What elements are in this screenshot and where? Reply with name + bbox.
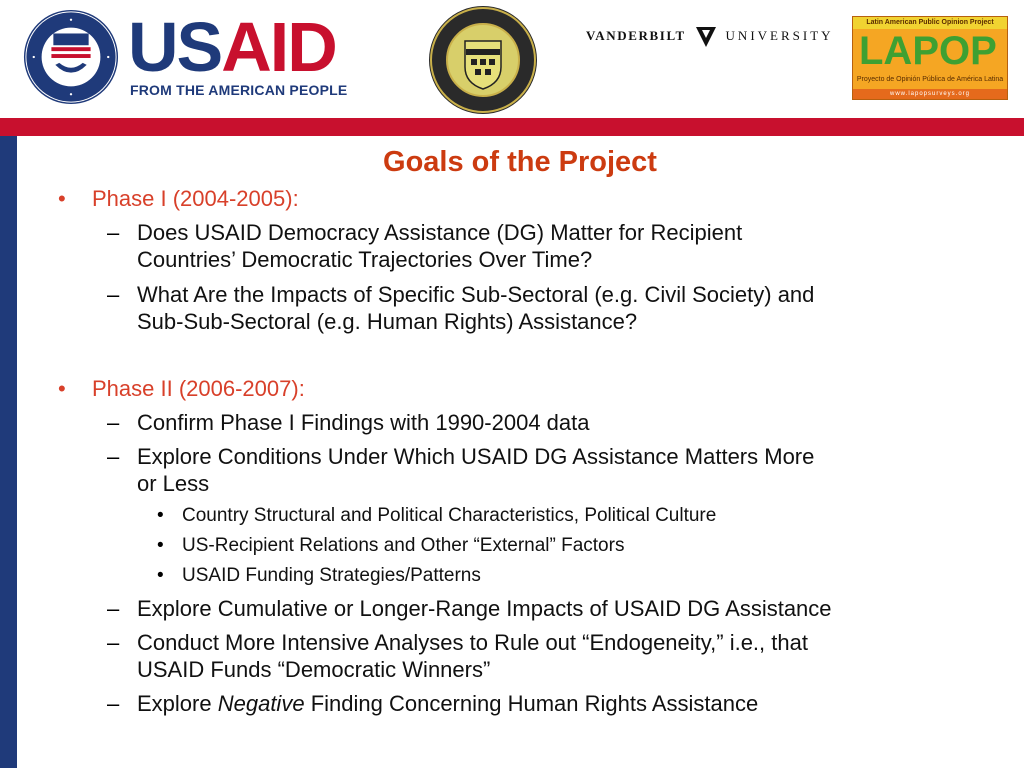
vanderbilt-name: VANDERBILT [586, 27, 686, 43]
usaid-wordmark-us: US [128, 8, 222, 86]
bullet-marker: • [58, 186, 66, 211]
dash-marker: – [107, 410, 120, 435]
dash-marker: – [107, 630, 120, 655]
phase1-question-2-line2: Sub-Sub-Sectoral (e.g. Human Rights) Assistance? [137, 309, 638, 334]
lapop-wordmark: LAPOP [859, 29, 997, 73]
phase1-heading: Phase I (2004-2005): [92, 186, 299, 211]
phase2-subitem-1: Country Structural and Political Characteristics, Political Culture [182, 505, 717, 526]
dash-marker: – [107, 220, 120, 245]
phase2-subitem-2: US-Recipient Relations and Other “External” Factors [182, 535, 625, 556]
phase2-item-5-post: Finding Concerning Human Rights Assistance [310, 691, 759, 716]
phase1-question-2-line1: What Are the Impacts of Specific Sub-Sectoral (e.g. Civil Society) and [137, 282, 815, 307]
phase2-item-1: Confirm Phase I Findings with 1990-2004 data [137, 410, 590, 435]
phase2-item-5-pre: Explore [137, 691, 212, 716]
sub-bullet-marker: • [157, 565, 164, 586]
phase2-item-4-line1: Conduct More Intensive Analyses to Rule out “Endogeneity,” i.e., that [137, 630, 808, 655]
phase1-question-1-line2: Countries’ Democratic Trajectories Over Time? [137, 247, 593, 272]
lapop-subtitle: Proyecto de Opinión Pública de América Latina [856, 76, 1004, 83]
phase2-item-4-line2: USAID Funds “Democratic Winners” [137, 657, 491, 682]
phase2-item-5-emphasis: Negative [217, 691, 305, 716]
usaid-tagline: FROM THE AMERICAN PEOPLE [130, 82, 348, 98]
lapop-top-text: Latin American Public Opinion Project [853, 17, 1007, 29]
dash-marker: – [107, 596, 120, 621]
slide-title: Goals of the Project [383, 146, 657, 178]
dash-marker: – [107, 691, 120, 716]
phase2-item-3: Explore Cumulative or Longer-Range Impacts of USAID DG Assistance [137, 596, 832, 621]
phase2-subitem-3: USAID Funding Strategies/Patterns [182, 565, 481, 586]
phase2-item-2-line2: or Less [137, 471, 210, 496]
phase2-item-5 [137, 691, 758, 717]
vanderbilt-university: UNIVERSITY [725, 27, 834, 43]
phase2-heading: Phase II (2006-2007): [92, 376, 305, 401]
phase1-question-1-line1: Does USAID Democracy Assistance (DG) Matter for Recipient [137, 220, 743, 245]
lapop-url: www.lapopsurveys.org [853, 89, 1007, 99]
phase2-item-2-line1: Explore Conditions Under Which USAID DG Assistance Matters More [137, 444, 815, 469]
usaid-wordmark-aid: AID [221, 8, 336, 86]
dash-marker: – [107, 282, 120, 307]
bullet-marker: • [58, 376, 66, 401]
sub-bullet-marker: • [157, 505, 164, 526]
sub-bullet-marker: • [157, 535, 164, 556]
dash-marker: – [107, 444, 120, 469]
